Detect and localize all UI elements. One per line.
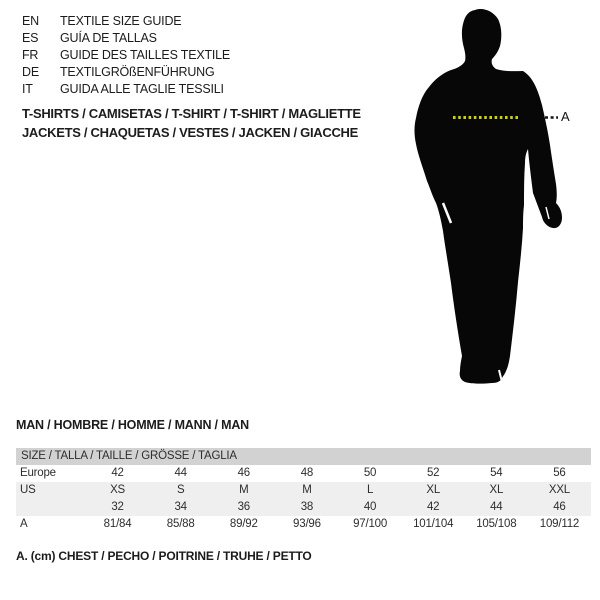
table-cell: S <box>176 484 185 496</box>
table-cell: 52 <box>426 467 440 479</box>
table-row-uk <box>16 499 591 516</box>
table-cell: 56 <box>553 467 566 479</box>
language-row-fr <box>22 47 230 64</box>
table-cell: 50 <box>363 467 377 479</box>
language-row-it <box>22 81 230 98</box>
language-label: GUÍA DE TALLAS <box>60 31 157 45</box>
table-cell: 46 <box>237 467 251 479</box>
table-cell: 109/112 <box>539 518 580 530</box>
language-label: GUIDE DES TAILLES TEXTILE <box>60 48 231 62</box>
table-row-a-chest <box>16 516 591 533</box>
man-figure <box>405 5 570 390</box>
table-cell: 38 <box>300 501 314 513</box>
table-cell: 54 <box>490 467 503 479</box>
table-cell: 42 <box>426 501 440 513</box>
table-cell: 101/104 <box>413 518 454 530</box>
language-label: GUIDA ALLE TAGLIE TESSILI <box>60 82 224 96</box>
table-cell: M <box>302 484 312 496</box>
man-silhouette-svg <box>405 5 570 390</box>
category-line-jackets: JACKETS / CHAQUETAS / VESTES / JACKEN / GIACCHE <box>22 125 358 140</box>
table-cell: 81/84 <box>103 518 132 530</box>
table-cell: 85/88 <box>166 518 195 530</box>
table-cell: 44 <box>174 467 187 479</box>
table-cell: 32 <box>111 501 124 513</box>
table-row-us <box>16 482 591 499</box>
garment-categories <box>22 104 361 142</box>
language-row-en <box>22 13 230 30</box>
table-cell: M <box>239 484 249 496</box>
language-code: FR <box>22 48 39 62</box>
man-silhouette <box>415 9 563 384</box>
table-cell: XS <box>110 484 126 496</box>
table-cell: XL <box>426 484 441 496</box>
table-cell: 42 <box>111 467 124 479</box>
language-row-es <box>22 30 230 47</box>
measure-label-a: A <box>561 109 570 124</box>
size-table <box>16 448 591 533</box>
table-row-europe <box>16 465 591 482</box>
table-cell: 40 <box>363 501 377 513</box>
row-label: Europe <box>20 467 56 479</box>
language-code: ES <box>22 31 39 45</box>
table-cell: 44 <box>490 501 503 513</box>
language-code: EN <box>22 14 39 28</box>
table-cell: 105/108 <box>476 518 517 530</box>
language-row-de <box>22 64 230 81</box>
table-cell: L <box>366 484 374 496</box>
table-cell: 46 <box>553 501 566 513</box>
language-label: TEXTILGRÖßENFÜHRUNG <box>60 65 215 79</box>
table-cell: 48 <box>300 467 314 479</box>
table-cell: 93/96 <box>293 518 321 530</box>
table-cell: 89/92 <box>229 518 258 530</box>
size-table-header: SIZE / TALLA / TAILLE / GRÖSSE / TAGLIA <box>16 448 591 465</box>
category-line-tshirts: T-SHIRTS / CAMISETAS / T-SHIRT / T-SHIRT / MAGLIETTE <box>22 106 361 121</box>
language-list <box>22 13 230 98</box>
language-label: TEXTILE SIZE GUIDE <box>60 14 182 28</box>
language-code: DE <box>22 65 39 79</box>
table-cell: XL <box>489 484 504 496</box>
measure-footnote: A. (cm) CHEST / PECHO / POITRINE / TRUHE / PETTO <box>16 549 312 563</box>
table-cell: 34 <box>174 501 187 513</box>
section-title-man: MAN / HOMBRE / HOMME / MANN / MAN <box>16 418 249 432</box>
table-cell: 36 <box>237 501 251 513</box>
row-label: US <box>20 484 36 496</box>
language-code: IT <box>22 82 33 96</box>
row-label: A <box>20 518 28 530</box>
row-label <box>16 499 86 516</box>
table-cell: XXL <box>548 484 570 496</box>
table-cell: 97/100 <box>353 518 388 530</box>
